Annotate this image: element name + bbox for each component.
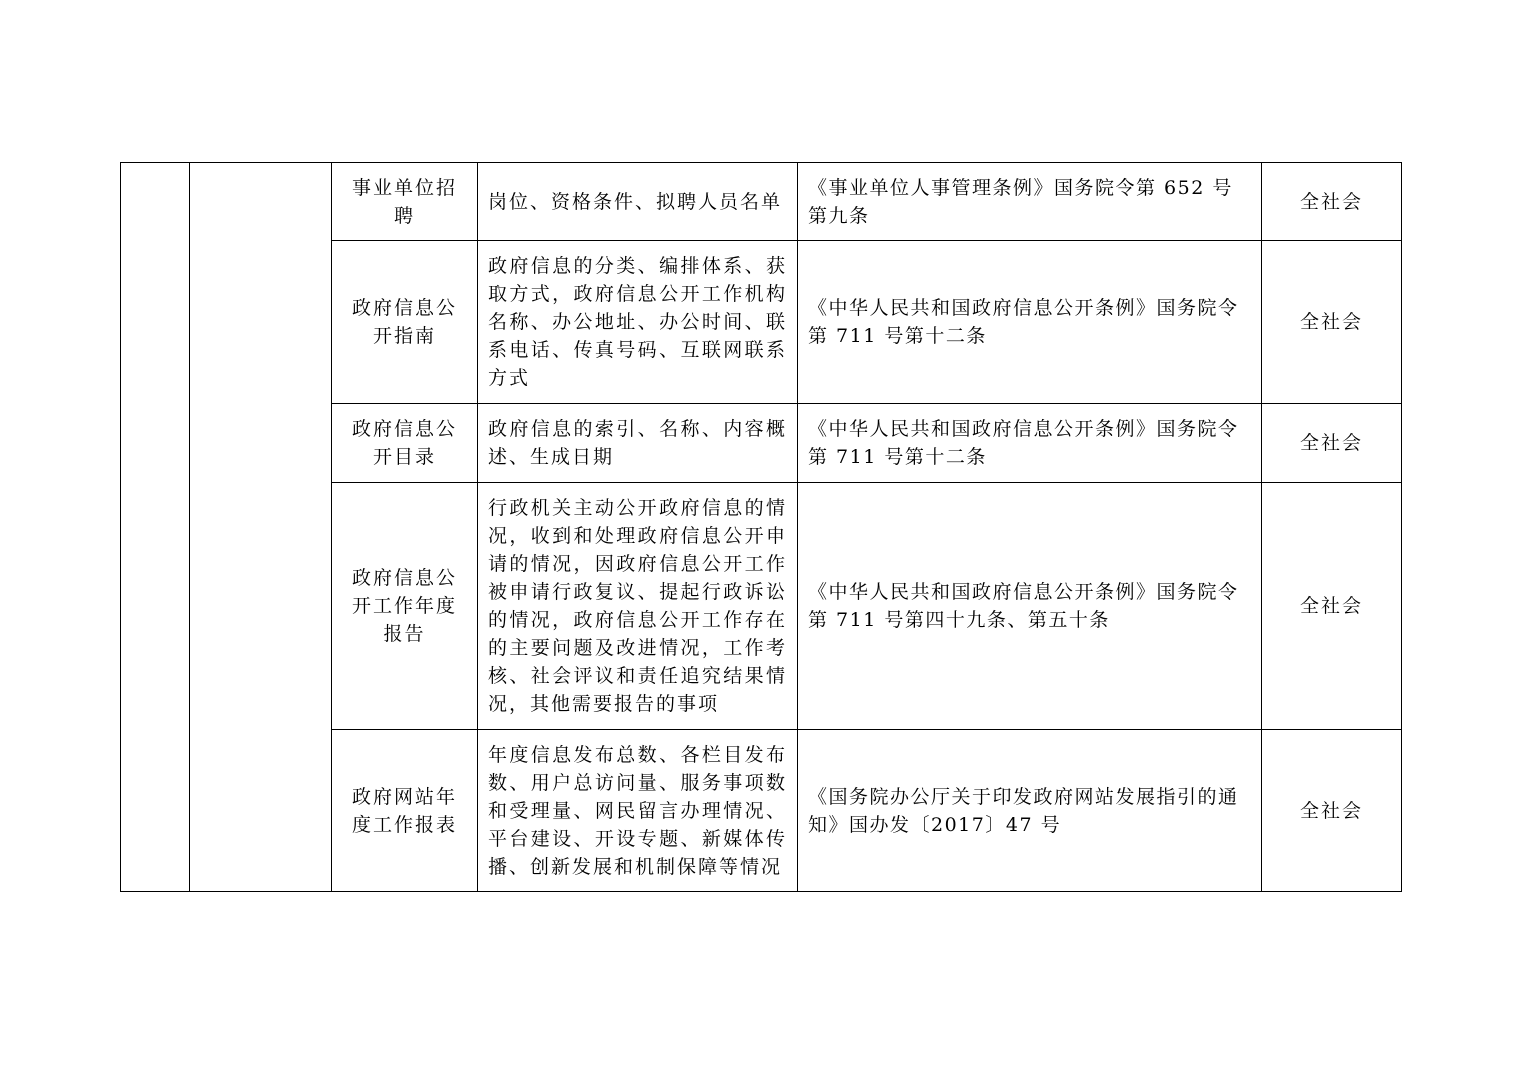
scope-cell: 全社会	[1262, 404, 1402, 483]
subcategory-cell	[190, 163, 332, 892]
item-name-cell: 政府信息公开指南	[332, 241, 478, 404]
content-cell: 岗位、资格条件、拟聘人员名单	[478, 163, 798, 241]
scope-cell: 全社会	[1262, 163, 1402, 241]
item-name-cell: 政府网站年度工作报表	[332, 730, 478, 892]
scope-cell: 全社会	[1262, 730, 1402, 892]
item-name-cell: 事业单位招聘	[332, 163, 478, 241]
item-name-cell: 政府信息公开目录	[332, 404, 478, 483]
table-row	[121, 163, 1402, 241]
content-cell: 政府信息的索引、名称、内容概述、生成日期	[478, 404, 798, 483]
scope-cell: 全社会	[1262, 241, 1402, 404]
content-cell: 行政机关主动公开政府信息的情况，收到和处理政府信息公开申请的情况，因政府信息公开工作被申请行政复议、提起行政诉讼的情况，政府信息公开工作存在的主要问题及改进情况，工作考核、社会评议和责任追究结果情况，其他需要报告的事项	[478, 483, 798, 730]
scope-cell: 全社会	[1262, 483, 1402, 730]
basis-cell: 《中华人民共和国政府信息公开条例》国务院令第 711 号第四十九条、第五十条	[798, 483, 1262, 730]
content-cell: 年度信息发布总数、各栏目发布数、用户总访问量、服务事项数和受理量、网民留言办理情况、平台建设、开设专题、新媒体传播、创新发展和机制保障等情况	[478, 730, 798, 892]
basis-cell: 《中华人民共和国政府信息公开条例》国务院令第 711 号第十二条	[798, 241, 1262, 404]
basis-cell: 《中华人民共和国政府信息公开条例》国务院令第 711 号第十二条	[798, 404, 1262, 483]
item-name-cell: 政府信息公开工作年度报告	[332, 483, 478, 730]
content-cell: 政府信息的分类、编排体系、获取方式，政府信息公开工作机构名称、办公地址、办公时间、联系电话、传真号码、互联网联系方式	[478, 241, 798, 404]
basis-cell: 《国务院办公厅关于印发政府网站发展指引的通知》国办发〔2017〕47 号	[798, 730, 1262, 892]
disclosure-table	[120, 162, 1402, 892]
category-cell	[121, 163, 190, 892]
basis-cell: 《事业单位人事管理条例》国务院令第 652 号第九条	[798, 163, 1262, 241]
